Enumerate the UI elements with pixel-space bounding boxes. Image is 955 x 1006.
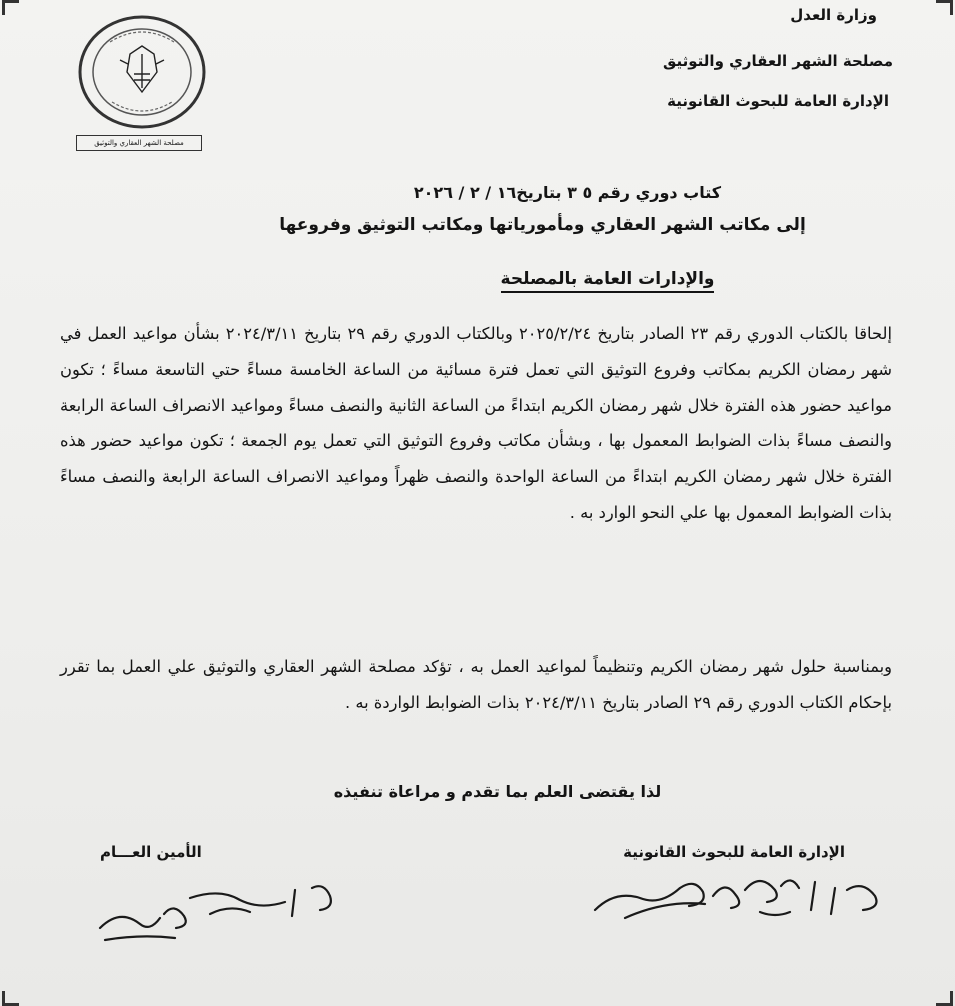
department-name: الإدارة العامة للبحوث القانونية [667, 92, 889, 110]
signature-title-right: الإدارة العامة للبحوث القانونية [623, 843, 845, 861]
authority-name: مصلحة الشهر العقاري والتوثيق [663, 52, 893, 70]
body-paragraph-1: إلحاقا بالكتاب الدوري رقم ٢٣ الصادر بتاريخ ٢٠٢٥/٢/٢٤ وبالكتاب الدوري رقم ٢٩ بتاريخ ٢٠٢٤/٣/١١ بشأن مواعيد العمل في شهر رمضان الكريم بمكاتب وفروع التوثيق التي تعمل فترة مسائية من الساعة الخامسة مساءً حتي التاسعة مساءً ؛ تكون مواعيد حضور هذه الفترة خلال شهر رمضان الكريم ابتداءً من الساعة الثانية والنصف مساءً ومواعيد الانصراف الساعة الرابعة والنصف مساءً بذات الضوابط المعمول بها ، وبشأن مكاتب وفروع التوثيق التي تعمل يوم الجمعة ؛ تكون مواعيد حضور هذه الفترة خلال شهر رمضان الكريم ابتداءً من الساعة الواحدة والنصف ظهراً ومواعيد الانصراف الساعة الرابعة والنصف مساءً بذات الضوابط المعمول بها علي النحو الوارد به . [60, 324, 892, 522]
scan-corner-mark [936, 0, 953, 15]
addressees-line-2 [0, 269, 955, 289]
seal-label: مصلحة الشهر العقاري والتوثيق [76, 135, 202, 151]
handwritten-signature-right [585, 860, 915, 930]
addressees-line-2-text: والإدارات العامة بالمصلحة [501, 269, 715, 293]
ministry-name: وزارة العدل [790, 6, 877, 24]
circular-number-line: كتاب دوري رقم ٥ ٣ بتاريخ١٦ / ٢ / ٢٠٢٦ [413, 183, 722, 202]
addressees-line: إلى مكاتب الشهر العقاري ومأمورياتها ومكاتب التوثيق وفروعها [279, 215, 806, 235]
signature-title-left [100, 843, 202, 861]
scan-corner-mark [936, 991, 953, 1006]
closing-line: لذا يقتضى العلم بما تقدم و مراعاة تنفيذه [333, 782, 662, 801]
body-paragraph-2: وبمناسبة حلول شهر رمضان الكريم وتنظيماً لمواعيد العمل به ، تؤكد مصلحة الشهر العقاري والتوثيق علي العمل بما تقرر بإحكام الكتاب الدوري رقم ٢٩ الصادر بتاريخ ٢٠٢٤/٣/١١ بذات الضوابط الواردة به . [60, 657, 892, 712]
handwritten-signature-left [80, 868, 370, 948]
official-seal [70, 12, 215, 132]
scan-corner-mark [2, 0, 19, 15]
scan-corner-mark [2, 991, 19, 1006]
signature-title-left-text: الأمين العـــام [100, 843, 202, 861]
